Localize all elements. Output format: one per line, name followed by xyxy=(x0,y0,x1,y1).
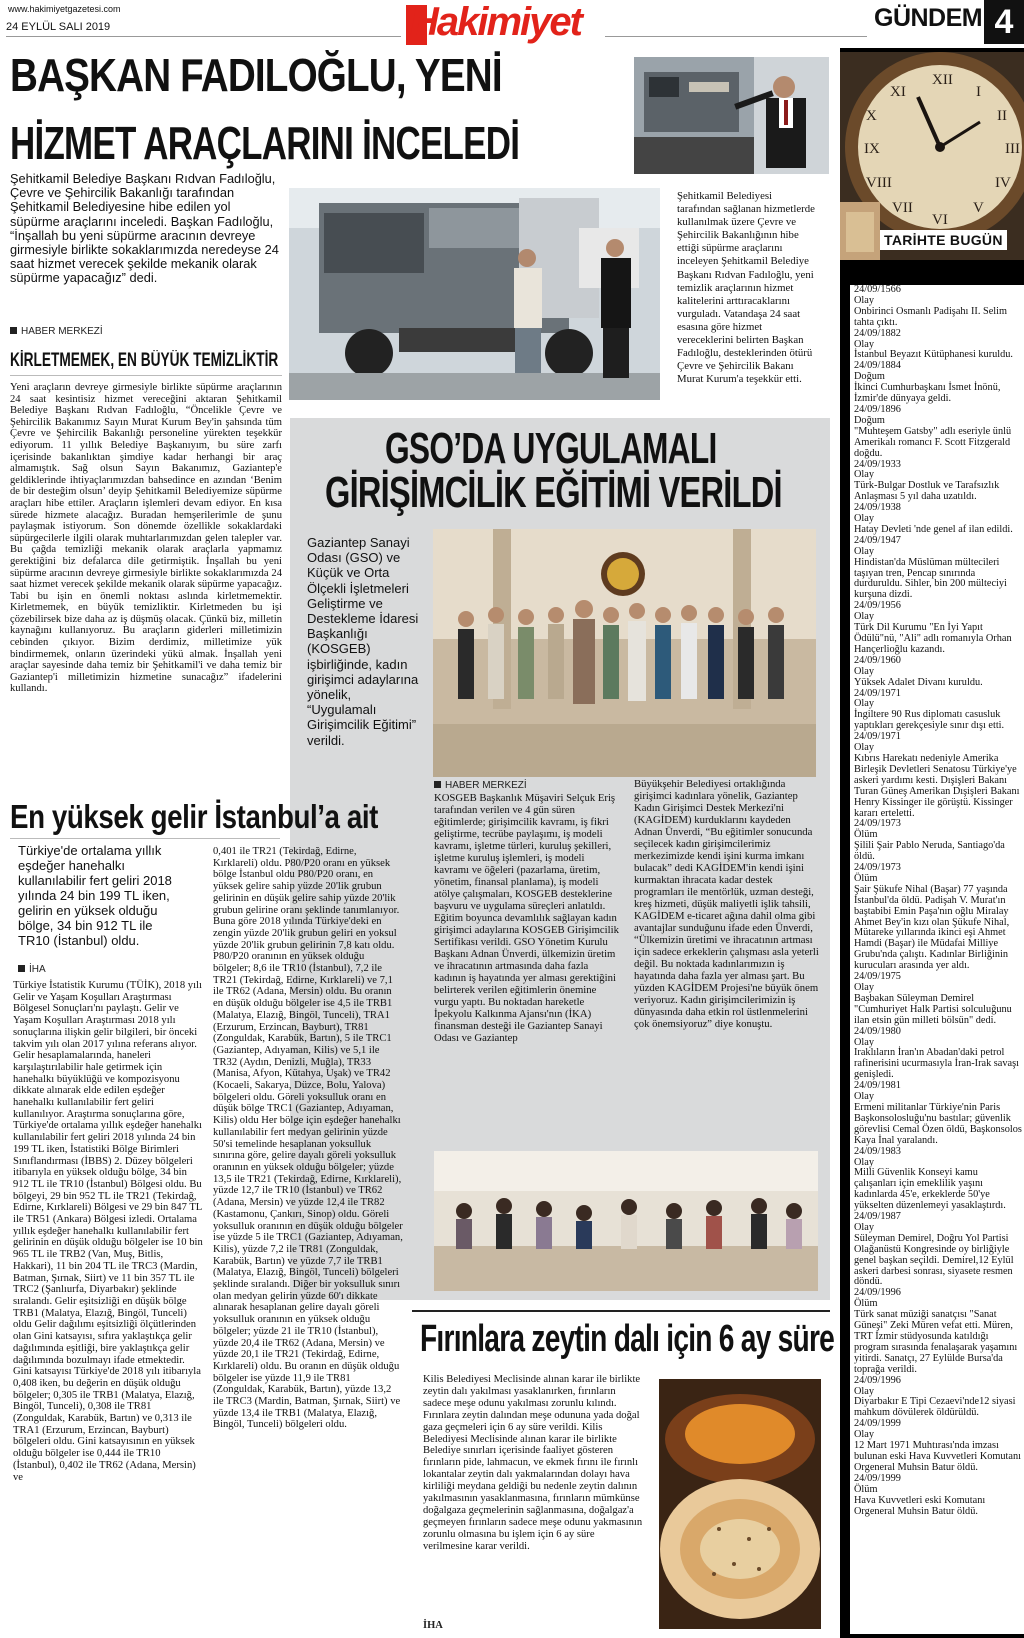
article2-col2: Büyükşehir Belediyesi ortaklığında girişimci kadınlara yönelik, Gaziantep Kadın Girişimci Destek Merkezi'ni (KAGİDEM) kurduklarını kaydeden Adnan Ünverdi, “Bu eğitimler sonucunda seçilecek kadın girişimcilerimiz merkezimizde kendi işini kurma imkanı bulacak” dedi KAGİDEM'in kendi işini kurmaktan ihracata kadar destek programları ile mentörlük, uzman desteği, kreş hizmeti, düşük maliyetli işlik tahsili, KAGİDEM e-ticaret ağına dahil olma gibi avantajlar sunduğunu ifade eden Ünverdi, “Ülkemizin üretimi ve ihracatının artması için sadece erkeklerin çalışması asla yeterli değil. Bu noktada kadınlarımızın iş hayatında daha fazla yer alması şart. Bu yüzden KAGİDEM Projesi'ne büyük önem veriyoruz. Kadın girişimcilerimizin iş dünyasında daha etkin rol üstlenmelerini çok önemsiyoruz” diye konuştu. xyxy=(634,778,819,1030)
masthead-rule xyxy=(6,36,401,37)
entry-date: 24/09/1973 xyxy=(854,818,901,830)
article4-byline: İHA xyxy=(423,1620,443,1631)
article3-lead: Türkiye'de ortalama yıllık eşdeğer hanehalkı kullanılabilir fert geliri 2018 yılında 24 bin 199 TL iken, gelirin en yüksek olduğu bölge, 34 bin 912 TL ile TR10 (İstanbul) oldu. xyxy=(18,843,172,948)
entry-date: 24/09/1987 xyxy=(854,1211,901,1223)
logo-text: Hakimiyet xyxy=(410,0,581,44)
article2-lead: Gaziantep Sanayi Odası (GSO) ve Küçük ve Orta Ölçekli İşletmeleri Geliştirme ve Destekleme İdaresi Başkanlığı (KOSGEB) işbirliğinde, kadın girişimci adaylarına yönelik, “Uygulamalı Girişimcilik Eğitimi” verildi. xyxy=(307,535,419,748)
article1-subhead: KİRLETMEMEK, EN BÜYÜK TEMİZLİKTİR xyxy=(10,350,279,371)
entry-kind: Ölüm xyxy=(854,1483,878,1495)
entry-date: 24/09/1996 xyxy=(854,1287,901,1299)
tarihte-bugun-title: TARİHTE BUGÜN xyxy=(880,230,1007,250)
entry-date: 24/09/1981 xyxy=(854,1080,901,1092)
tarihte-bugun-entry xyxy=(854,329,1022,362)
article3-byline-text: İHA xyxy=(29,964,46,975)
entry-date: 24/09/1999 xyxy=(854,1472,901,1484)
article4-body: Kilis Belediyesi Meclisinde alınan karar ile birlikte zeytin dalı yakılması yasaklanırken, fırınların sadece meşe odunu yakılması zorunlu kılındı. Fırınlara zeytin dalından meşe odununa yada doğal gaza geçmeleri için 6 ay süre verildi. Kilis Belediyesi Meclisinde alınan karar ile birlikte Belediye sınırları içerisinde faaliyet gösteren fırınların pide, lahmacun, ve ekmek fırını ile fırınlı lokantalar zeytin dalı yakmalarından dolayı hava kirliliği meydana geldiği bu nedenle zeytin dalının yakılmasının yasaklanmasına, fırınların mümkünse doğalgaza geçmelerinin sağlanmasına, doğalgaz'a geçmeyen fırınların sadece meşe odunu yakmasının zorunlu olmasına bu işlem için 6 ay süre verilmesine karar verildi. xyxy=(423,1374,643,1552)
article4-rule xyxy=(412,1310,830,1312)
entry-kind: Ölüm xyxy=(854,872,878,884)
article2-col1: KOSGEB Başkanlık Müşaviri Selçuk Eriş tarafından verilen ve 4 gün süren eğitimlerde; girişimcilik kavramı, iş fikri geliştirme, tecrübe paylaşımı, iş modeli kavramı, işletme türleri, kuruluş şekilleri, işletme kuruluş işlemleri, iş modeli kavramı ve öğeleri (pazarlama, üretim, yönetim, finansal planlama), iş modeli atölye çalışmaları, KOSGEB desteklerine başvuru ve uygulama süreçleri anlatıldı. Eğitim boyunca devamlılık sağlayan kadın girişimci adaylarına KOSGEB Girişimcilik Sertifikası verildi. GSO Yönetim Kurulu Başkanı Adnan Ünverdi, ülkemizin üretim ve ihracatının artmasında daha fazla kadının iş hayatında yer alması gerektiğini belirterek verilen eğitimlerin önemine vurgu yaptı. Bu noktadan hareketle İpekyolu Kalkınma Ajansı'nın (İKA) finansman desteği ile Gaziantep Sanayi Odası ve Gaziantep xyxy=(434,792,619,1044)
tarihte-bugun-entry xyxy=(854,285,1022,329)
entry-text: Milli Güvenlik Konseyi kamu çalışanları için emeklilik yaşını kadınlarda 45'e, erkeklerde 50'ye yükselten düzenlemeyi yasaklaştırdı. xyxy=(854,1167,1006,1212)
tarihte-bugun-entry xyxy=(854,1376,1022,1420)
svg-text:IX: IX xyxy=(864,141,880,157)
entry-date: 24/09/1956 xyxy=(854,600,901,612)
page-number: 4 xyxy=(984,0,1024,44)
entry-date: 24/09/1933 xyxy=(854,458,901,470)
entry-kind: Olay xyxy=(854,1385,875,1397)
entry-kind: Ölüm xyxy=(854,1298,878,1310)
entry-kind: Doğum xyxy=(854,414,885,426)
entry-text: Türk Dil Kurumu "En İyi Yapıt Ödülü"nü, "Ali" adlı romanıyla Orhan Hançerlioğlu kazandı. xyxy=(854,622,1012,655)
tarihte-bugun-entry xyxy=(854,536,1022,601)
article1-side-text: Şehitkamil Belediyesi tarafından sağlanan hizmetlerde kullanılmak üzere Çevre ve Şehircilik Bakanlığının hibe ettiği süpürme araçlarını inceleyen Şehitkamil Belediye Başkanı Rıdvan Fadıloğlu, yeni temizlik araçlarının hizmet kalitelerini arttıracaklarını vurguladı. Vatandaşa 24 saat esasına göre hizmet vereceklerini belirten Başkan Fadıloğlu, desteklerinden ötürü Çevre ve Şehircilik Bakanı Murat Kurum'a teşekkür etti. xyxy=(677,190,815,386)
entry-kind: Olay xyxy=(854,338,875,350)
masthead-rule-right xyxy=(605,36,867,37)
article1-byline-text: HABER MERKEZİ xyxy=(21,326,103,337)
entry-text: Diyarbakır E Tipi Cezaevi'nde12 siyasi mahkum dövülerek öldürüldü. xyxy=(854,1396,1016,1419)
tarihte-bugun-entry xyxy=(854,503,1022,536)
entry-text: Iraklıların İran'ın Abadan'daki petrol rafinerisini ucurmasıyla İran-Irak savaşı genişledi. xyxy=(854,1047,1019,1081)
entry-date: 24/09/1960 xyxy=(854,654,901,666)
tarihte-bugun-entry xyxy=(854,1419,1022,1474)
svg-text:VIII: VIII xyxy=(866,175,892,191)
entry-kind: Doğum xyxy=(854,371,885,383)
article1-body: Yeni araçların devreye girmesiyle birlikte süpürme araçlarının 24 saat kesintisiz hizmet vereceğini aktaran Şehitkamil Belediye Başkanı Rıdvan Fadıloğlu, “Öncelikle Çevre ve Şehircilik Bakanımız Sayın Murat Kurum Bey'in şahsında tüm Çevre ve Şehircilik Bakanlığı personeline yürekten teşekkür ediyorum. 11 yıllık Belediye Başkanıyım, bu süre zarfı içerisinde bakanlıktan şimdiye kadar herhangi bir araç almamıştık. Sağ olsun Sayın Bakanımız, Gaziantep'e geldiklerinde ihtiyaçlarımızdan bahsedince en azından ‘Benim de bir desteğim olsun’ deyip Şehitkamil Belediyemize süpürme araçları hibe ettiler. Araçların işlemleri devam ediyor. En kısa sürede hizmete alacağız. Buradan hemşerilerimle de şunu paylaşmak istiyorum. Son dönemde özellikle sokaklardaki süpürgecilerle ilgili olarak muhtarlarımızdan gelen talepler var. Bu çağda temizliği mekanik olarak araçlarla yapmamız gerektiğini biz defalarca dile getirmiştik. İnşallah bu yeni süpürme aracının devreye girmesiyle birlikte sokaklarımızda 24 saat hizmet verecek şekilde mekanik olarak süpürme yapacağız. Tabi bu işin en önemli noktası aslında kirletmemektir. Kirletmemek, en büyük temizliktir. Kirletmeden bu işi çözebilirsek bize daha az iş düşmüş olacak. Çünkü biz, milletin kaynağını kullanıyoruz. Bu araçların giderleri milletimizin cebinden çıkıyor. Bizim derdimiz, milletimize yük bindirmemek, onların üzerindeki yükü almak. İnşallah yeni araçlar sayesinde daha temiz bir Şehitkamil'i ve daha temiz bir Gaziantep'i milletimizin hizmetine sunacağız” ifadelerini kullandı. xyxy=(10,382,282,695)
article1-byline xyxy=(10,326,103,337)
svg-text:VI: VI xyxy=(932,212,948,228)
entry-kind: Olay xyxy=(854,294,875,306)
entry-date: 24/09/1884 xyxy=(854,360,901,372)
entry-date: 24/09/1947 xyxy=(854,534,901,546)
entry-text: İstanbul Beyazıt Kütüphanesi kuruldu. xyxy=(854,349,1013,361)
entry-date: 24/09/1971 xyxy=(854,731,901,743)
entry-text: 12 Mart 1971 Muhtırası'nda imzası bulunan eski Hava Kuvvetleri Komutanı Orgeneral Muhsin Batur öldü. xyxy=(854,1440,1021,1473)
entry-text: Hava Kuvvetleri eski Komutanı Orgeneral Muhsin Batur öldü. xyxy=(854,1494,986,1517)
entry-date: 24/09/1983 xyxy=(854,1145,901,1157)
entry-date: 24/09/1996 xyxy=(854,1374,901,1386)
tarihte-bugun-entry xyxy=(854,1147,1022,1212)
entry-kind: Olay xyxy=(854,742,875,754)
article2-byline-text: HABER MERKEZİ xyxy=(445,780,527,791)
tarihte-bugun-entry xyxy=(854,656,1022,689)
entry-kind: Olay xyxy=(854,513,875,525)
entry-date: 24/09/1980 xyxy=(854,1025,901,1037)
website-url[interactable]: www.hakimiyetgazetesi.com xyxy=(8,4,121,14)
article1-photo-mayor xyxy=(634,57,829,174)
clock-image xyxy=(840,52,1024,260)
issue-date: 24 EYLÜL SALI 2019 xyxy=(6,21,111,33)
article1-lead: Şehitkamil Belediye Başkanı Rıdvan Fadıloğlu, Çevre ve Şehircilik Bakanlığı tarafından Şehitkamil Belediyesine hibe edilen yol süpürme araçlarını inceledi. Başkan Fadıloğlu, “İnşallah bu yeni süpürme aracının devreye girmesiyle birlikte sokaklarımızda neredeyse 24 saat hizmet verecek şekilde mekanik olarak süpürme yapacağız” dedi. xyxy=(10,171,279,286)
entry-text: Türk sanat müziği sanatçısı "Sanat Güneşi" Zeki Müren vefat etti. Müren, TRT İzmir stüdyosunda katıldığı program sırasında fenalaşarak yaşamını yitirdi. Sanatçı, 27 Eylülde Bursa'da toprağa verildi. xyxy=(854,1309,1018,1375)
svg-text:I: I xyxy=(976,84,981,100)
tarihte-bugun-entry xyxy=(854,689,1022,733)
entry-text: Onbirinci Osmanlı Padişahı II. Selim tahta çıktı. xyxy=(854,305,1008,328)
svg-text:VII: VII xyxy=(892,200,913,216)
entry-kind: Olay xyxy=(854,1036,875,1048)
tarihte-bugun-entry xyxy=(854,819,1022,863)
svg-text:IV: IV xyxy=(995,175,1011,191)
entry-kind: Olay xyxy=(854,1221,875,1233)
tarihte-bugun-entry xyxy=(854,1212,1022,1288)
entry-kind: Olay xyxy=(854,665,875,677)
entry-text: Süleyman Demirel, Doğru Yol Partisi Olağanüstü Kongresinde oy birliğiyle genel başkan seçildi. Demirel,12 Eylül askeri darbesi sonrası, siyasete resmen döndü. xyxy=(854,1232,1014,1288)
article4-photo-bread xyxy=(659,1379,821,1629)
entry-date: 24/09/1938 xyxy=(854,502,901,514)
tarihte-bugun-entry xyxy=(854,972,1022,1027)
tarihte-bugun-entry xyxy=(854,732,1022,819)
svg-text:V: V xyxy=(973,200,984,216)
svg-text:III: III xyxy=(1005,141,1020,157)
tarihte-bugun-entry xyxy=(854,1474,1022,1518)
entry-kind: Olay xyxy=(854,1091,875,1103)
entry-text: Kıbrıs Harekatı nedeniyle Amerika Birleşik Devletleri Senatosu Türkiye'ye askeri yardımı kesti. Dışişleri Bakanı Turan Güneş Amerikan Dışişleri Bakanı Henry Kissinger ile görüştü. Kissinger kararı erteletti. xyxy=(854,752,1020,819)
svg-text:XII: XII xyxy=(932,72,953,88)
entry-text: İkinci Cumhurbaşkanı İsmet İnönü, İzmir'de dünyaya geldi. xyxy=(854,382,1001,405)
entry-text: Şair Şükufe Nihal (Başar) 77 yaşında İstanbul'da öldü. Padişah V. Murat'ın baştabibi Emin Paşa'nın oğlu Miralay Ahmet Bey'in kızı olan Şükufe Nihal, Mütareke yıllarında ikinci eşi Ahmet Hamdi (Başar) ile Müdafai Milliye Grubu'nda çalıştı. Kadınlar Birliğinin kurucuları arasında yer aldı. xyxy=(854,883,1010,972)
article2-headline-line2: GİRİŞİMCİLİK EĞİTİMİ VERİLDİ xyxy=(325,468,782,517)
svg-text:II: II xyxy=(997,108,1007,124)
tarihte-bugun-list xyxy=(850,285,1024,1634)
article3-lead-rule xyxy=(10,838,280,839)
article3-col2: 0,401 ile TR21 (Tekirdağ, Edirne, Kırklareli) oldu. P80/P20 oranı en yüksek bölge İstanbul oldu P80/P20 oranı, en yüksek gelire sahip yüzde 20'lik grubun gelirinin en düşük gelire sahip yüzde 20'lik grubun gelirine oranı şeklinde tanımlanıyor. Buna göre 2018 yılında Türkiye'deki en zengin yüzde 20'lik grubun geliri en yoksul yüzde 20'lik grubun gelirinin 7,8 katı oldu. P80/P20 oranının en yüksek olduğu bölgeler; 8,6 ile TR10 (İstanbul), 7,2 ile TR21 (Tekirdağ, Edirne, Kırklareli) ve 7,1 ile TR62 (Adana, Mersin) oldu. Bu oranın en düşük olduğu bölgeler ise 4,5 ile TRB1 (Malatya, Elazığ, Bingöl, Tunceli), TRA1 (Erzurum, Erzincan, Bayburt), TR81 (Zonguldak, Karabük, Bartın), 5 ile TRC1 (Gaziantep, Adıyaman, Kilis) ve 5,1 ile TR32 (Aydın, Denizli, Muğla), TR33 (Manisa, Afyon, Kütahya, Uşak) ve TR42 (Kocaeli, Sakarya, Düzce, Bolu, Yalova) bölgeleri oldu. Göreli yoksulluk oranı en düşük bölge TRC1 (Gaziantep, Adıyaman, Kilis) oldu Her bölge için eşdeğer hanehalkı kullanılabilir fert medyan gelirinin yüzde 50'si temelinde hesaplanan yoksulluk sınırına göre, gelire dayalı göreli yoksulluk oranının en yüksek olduğu bölgeler; yüzde 13,5 ile TR21 (Tekirdağ, Edirne, Kırklareli), yüzde 12,7 ile TR10 (İstanbul) ve TR62 (Adana, Mersin) ve yüzde 12,4 ile TR82 (Kastamonu, Çankırı, Sinop) oldu. Göreli yoksulluk oranının en düşük olduğu bölgeler ise yüzde 5 ile TRC1 (Gaziantep, Adıyaman, Kilis), yüzde 7,2 ile TR81 (Zonguldak, Karabük, Bartın) ve yüzde 7,7 ile TRB1 (Malatya, Elazığ, Bingöl, Tunceli) bölgeleri şeklinde sıralandı. Diğer bir yoksulluk sınırı olan medyan gelirin yüzde 60'ı dikkate alınarak hesaplanan gelire dayalı göreli yoksulluk oranının en yüksek olduğu bölgeler; yüzde 21 ile TR10 (İstanbul), yüzde 20,4 ile TR62 (Adana, Mersin) ve yüzde 20,1 ile TR21 (Tekirdağ, Edirne, Kırklareli) oldu. Bu oranın en düşük olduğu bölgeler ise yüzde 11,9 ile TR81 (Zonguldak, Karabük, Bartın), yüzde 13,2 ile TRC3 (Mardin, Batman, Şırnak, Siirt) ve yüzde 13,4 ile TRB1 (Malatya, Elazığ, Bingöl, Tunceli) bölgeleri oldu. xyxy=(213,846,403,1431)
entry-text: Hindistan'da Müslüman mültecileri taşıyan tren, Pencap sınırında durduruldu. Sihler, bin 200 mülteciyi kurşuna dizdi. xyxy=(854,556,1007,601)
article1-headline-line1: BAŞKAN FADILOĞLU, YENİ xyxy=(10,49,502,101)
entry-kind: Olay xyxy=(854,545,875,557)
entry-kind: Ölüm xyxy=(854,829,878,841)
tarihte-bugun-entry xyxy=(854,460,1022,504)
entry-text: Başbakan Süleyman Demirel "Cumhuriyet Halk Partisi solculuğunu ilan etsin gün milleti bölsün" dedi. xyxy=(854,992,1012,1026)
logo xyxy=(406,2,602,46)
article3-col1: Türkiye İstatistik Kurumu (TÜİK), 2018 yılı Gelir ve Yaşam Koşulları Araştırması Bölgesel Sonuçları'nı paylaştı. Gelir ve Yaşam Koşulları Araştırması 2018 yılı sonuçlarına ilişkin gelir bilgileri, bir önceki takvim yılı olan 2017 yılına referans alıyor. Gelir hesaplamalarında, haneleri karşılaştırılabilir hale getirmek için hanehalkı büyüklüğü ve kompozisyonu dikkate alınarak elde edilen eşdeğer hanehalkı kullanılabilir fert geliri kullanılıyor. Araştırma sonuçlarına göre, Türkiye'de ortalama yıllık eşdeğer hanehalkı kullanılabilir fert geliri 2018 yılında 24 bin 199 TL iken, İstatistiki Bölge Birimleri Sınıflandırması (İBBS) 2. Düzey bölgeleri itibarıyla en yüksek olduğu bölge, 34 bin 912 TL ile TR10 (İstanbul) Bölgesi oldu. Bu bölgeyi, 29 bin 952 TL ile TR21 (Tekirdağ, Edirne, Kırklareli) Bölgesi ve 29 bin 847 TL ile TR51 (Ankara) Bölgesi izledi. Ortalama yıllık eşdeğer hanehalkı kullanılabilir fert gelirinin en düşük olduğu bölgeler ise 10 bin 965 TL ile TRB2 (Van, Muş, Bitlis, Hakkari), 11 bin 204 TL ile TRC3 (Mardin, Batman, Şırnak, Siirt) ve 11 bin 357 TL ile TRC2 (Şanlıurfa, Diyarbakır) şeklinde sıralandı. Gelir eşitsizliği en düşük bölge TRB1 (Malatya, Elazığ, Bingöl, Tunceli) oldu Gelir dağılımı eşitsizliği ölçütlerinden olan Gini katsayısı, sıfıra yaklaştıkça gelir dağılımında eşitliği, bire yaklaştıkça gelir dağılımında bozulmayı ifade etmektedir. Gini katsayısı Türkiye'de 2018 yılı itibarıyla 0,408 iken, bu değerin en düşük olduğu bölgeler; 0,305 ile TRB1 (Malatya, Elazığ, Bingöl, Tunceli), 0,308 ile TR81 (Zonguldak, Karabük, Bartın) ve 0,313 ile TRA1 (Erzurum, Erzincan, Bayburt) bölgeleri oldu. Gini katsayısının en yüksek olduğu bölgeler ise 0,444 ile TR10 (İstanbul), 0,402 ile TR62 (Adana, Mersin) ve xyxy=(13,980,203,1483)
entry-date: 24/09/1973 xyxy=(854,862,901,874)
article1-headline-line2: HİZMET ARAÇLARINI İNCELEDİ xyxy=(10,117,520,169)
entry-date: 24/09/1566 xyxy=(854,285,901,295)
entry-date: 24/09/1975 xyxy=(854,971,901,983)
entry-date: 24/09/1882 xyxy=(854,327,901,339)
entry-kind: Olay xyxy=(854,698,875,710)
section-name: GÜNDEM xyxy=(874,4,983,32)
article1-photo-sweeper xyxy=(289,188,660,400)
entry-text: Hatay Devleti 'nde genel af ilan edildi. xyxy=(854,523,1013,535)
article3-headline: En yüksek gelir İstanbul’a ait xyxy=(10,798,378,835)
entry-text: Ermeni militanlar Türkiye'nin Paris Başkonsolosluğu'nu bastılar; güvenlik görevlisi Cemal Özen öldü, Başkonsolos Kaya İnal yaralandı. xyxy=(854,1101,1022,1146)
entry-text: "Muhteşem Gatsby" adlı eseriyle ünlü Amerikalı romancı F. Scott Fitzgerald doğdu. xyxy=(854,425,1012,459)
byline-marker xyxy=(434,781,441,788)
entry-kind: Olay xyxy=(854,611,875,623)
entry-date: 24/09/1896 xyxy=(854,403,901,415)
entry-date: 24/09/1999 xyxy=(854,1418,901,1430)
tarihte-bugun-entry xyxy=(854,361,1022,405)
svg-text:X: X xyxy=(866,108,877,124)
entry-text: Şilili Şair Pablo Neruda, Santiago'da öldü. xyxy=(854,840,1005,863)
article2-headline-line1: GSO’DA UYGULAMALI xyxy=(385,424,717,473)
entry-kind: Olay xyxy=(854,469,875,481)
article2-byline xyxy=(434,780,527,791)
article3-byline xyxy=(18,964,46,975)
tarihte-bugun-entry xyxy=(854,863,1022,972)
tarihte-bugun-entry xyxy=(854,1288,1022,1375)
tarihte-bugun-entry xyxy=(854,1027,1022,1082)
byline-marker xyxy=(18,965,25,972)
tarihte-bugun-entry xyxy=(854,601,1022,656)
entry-text: İngiltere 90 Rus diplomatı casusluk yaptıkları gerekçesiyle sınır dışı etti. xyxy=(854,709,1005,732)
svg-text:XI: XI xyxy=(890,84,906,100)
article4-headline: Fırınlara zeytin dalı için 6 ay süre xyxy=(420,1318,835,1360)
article1-subhead-rule xyxy=(10,375,282,376)
article2-photo-group xyxy=(433,529,816,777)
entry-text: Yüksek Adalet Divanı kuruldu. xyxy=(854,676,983,688)
entry-kind: Olay xyxy=(854,1156,875,1168)
byline-marker xyxy=(10,327,17,334)
tarihte-bugun-entry xyxy=(854,1081,1022,1146)
entry-kind: Olay xyxy=(854,982,875,993)
tarihte-bugun-entry xyxy=(854,405,1022,460)
article2-photo-classroom xyxy=(434,1151,818,1291)
entry-date: 24/09/1971 xyxy=(854,687,901,699)
entry-text: Türk-Bulgar Dostluk ve Tarafsızlık Anlaşması 5 yıl daha uzatıldı. xyxy=(854,480,1000,503)
entry-kind: Olay xyxy=(854,1429,875,1441)
